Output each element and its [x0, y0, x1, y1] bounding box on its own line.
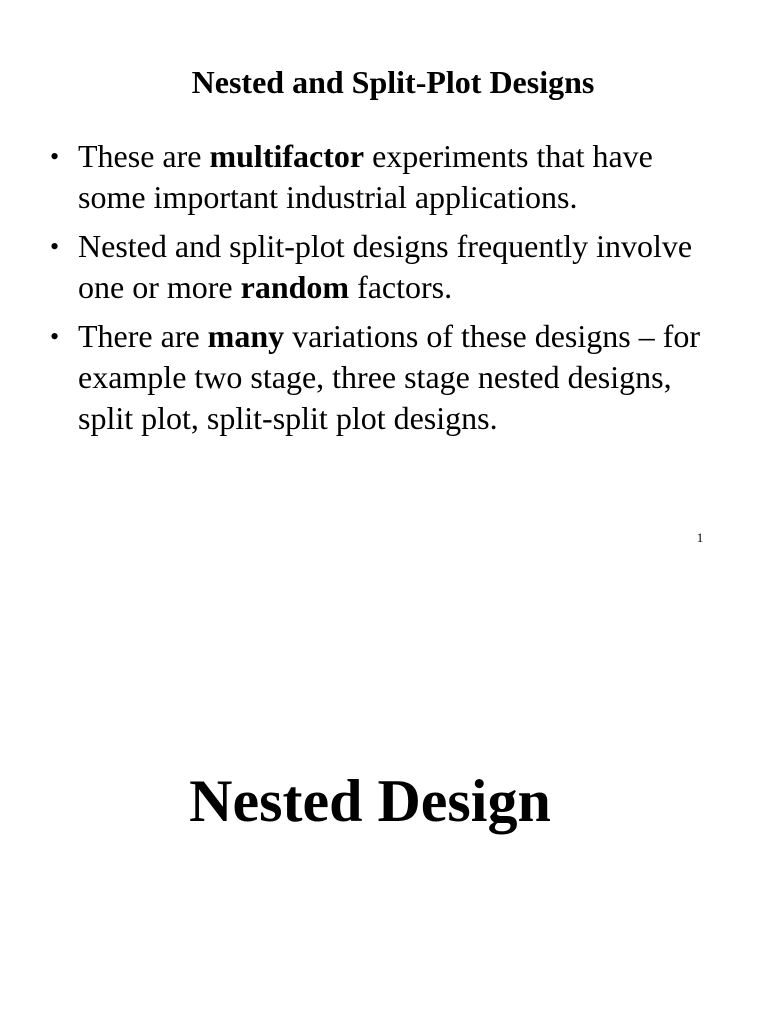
bullet-text: Nested and split-plot designs frequently involve one or more [78, 228, 693, 305]
bullet-text: factors. [349, 269, 453, 305]
bullet-item [0, 316, 768, 439]
bullet-list [0, 136, 768, 447]
bullet-text: There are [78, 318, 208, 354]
bullet-text: These are [78, 138, 210, 174]
bullet-marker: • [50, 142, 60, 171]
bullet-item [0, 136, 768, 218]
bullet-emphasis: multifactor [209, 138, 365, 174]
bullet-item [0, 226, 768, 308]
bullet-emphasis: many [207, 318, 285, 354]
bullet-text: experiments that have some important industrial applications. [78, 138, 653, 215]
bullet-marker: • [50, 232, 60, 261]
page-number: 1 [696, 530, 704, 545]
bullet-emphasis: random [240, 269, 350, 305]
bullet-marker: • [50, 322, 60, 351]
slide-2 [0, 560, 768, 1024]
slide-title: Nested and Split-Plot Designs [191, 64, 595, 100]
bullet-text: variations of these designs – for example two stage, three stage nested designs, split plot, split-split plot designs. [78, 318, 701, 436]
section-title: Nested Design [189, 768, 551, 834]
